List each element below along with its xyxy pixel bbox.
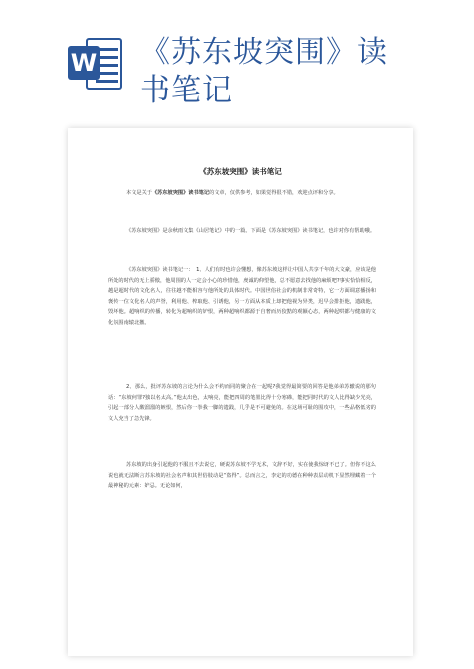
document-title-banner	[140, 34, 460, 110]
document-title-line-1: 《苏东坡突围》读	[140, 35, 388, 70]
word-icon-badge: W	[68, 46, 100, 80]
document-page-preview	[68, 128, 413, 656]
header-banner	[0, 0, 474, 112]
paragraph-5: 苏东坡的出身引起他的不服且不去说它，硬说苏东坡不学无术，文辞不好，实在使我惊讶不已了。但你不这么说也就无法断言苏东坡的社会名声和其世俗肢动是“盗得”。总而言之，李定的功德在种种表层动机下显然埋藏着一个最神秘的元素：妒忌。无论如何，	[108, 462, 376, 489]
document-title-line-2: 书笔记	[140, 73, 233, 108]
paragraph-3: 《苏东坡突围》读书笔记一： 1、人们有时也许会懂想，像苏东坡这样让中国人共享千年的大文豪，应该是他所处的时代的无上骄傲，他周围的人一定会小心的珍惜他，虔诚的仰望他，总不愿意去找他的麻烦吧?事实恰恰相反，越是超时代的文化名人，往往越不能相容与他所处的具体时代。中国世俗社会的机制非常奇特，它一方面调意播扬和褒传一位文化名人的声誉，利用他、榨取他、引诱他，另一方面从本质上却把他视为异类，迟早会排拒他，遗践他，毁坏他。超响织的传播，转化为超响织的妒恨，两种超响织都源于自奢而历狡黠的观额心态，两种起哄都与健康的文化氛围南辕北撤。	[108, 267, 376, 326]
intro-paragraph: 本文是关于《苏东坡突围》读书笔记的文章，仅供参考，如果觉得很不错，欢迎点评和分享。	[126, 190, 339, 196]
page-title: 《苏东坡突围》读书笔记	[199, 167, 282, 176]
paragraph-2: 《苏东坡突围》是余秋雨文集《山居笔记》中的一篇。下面是《苏东坡突围》读书笔记，也许对你有帮助哦。	[126, 228, 376, 234]
paragraph-4: 2、那么，批评苏东坡的言论为什么会不约而同的聚合在一起呢?我觉得最简要的回答是他弟弟苏辙说的那句话：“东坡何罪?独以名太高。”他太出色，太响亮，能把四周的笔墨比得十分寒碜，能把同时代的文人比得缺少光亮，引起一部分人酸溜溜的嫉恨，然后你一拳我一脚的遗践，几乎是不可避免的。在这场可耻的围攻中，一些品格低劣的文人充当了急先锋。	[108, 384, 376, 422]
word-document-icon	[66, 36, 124, 92]
